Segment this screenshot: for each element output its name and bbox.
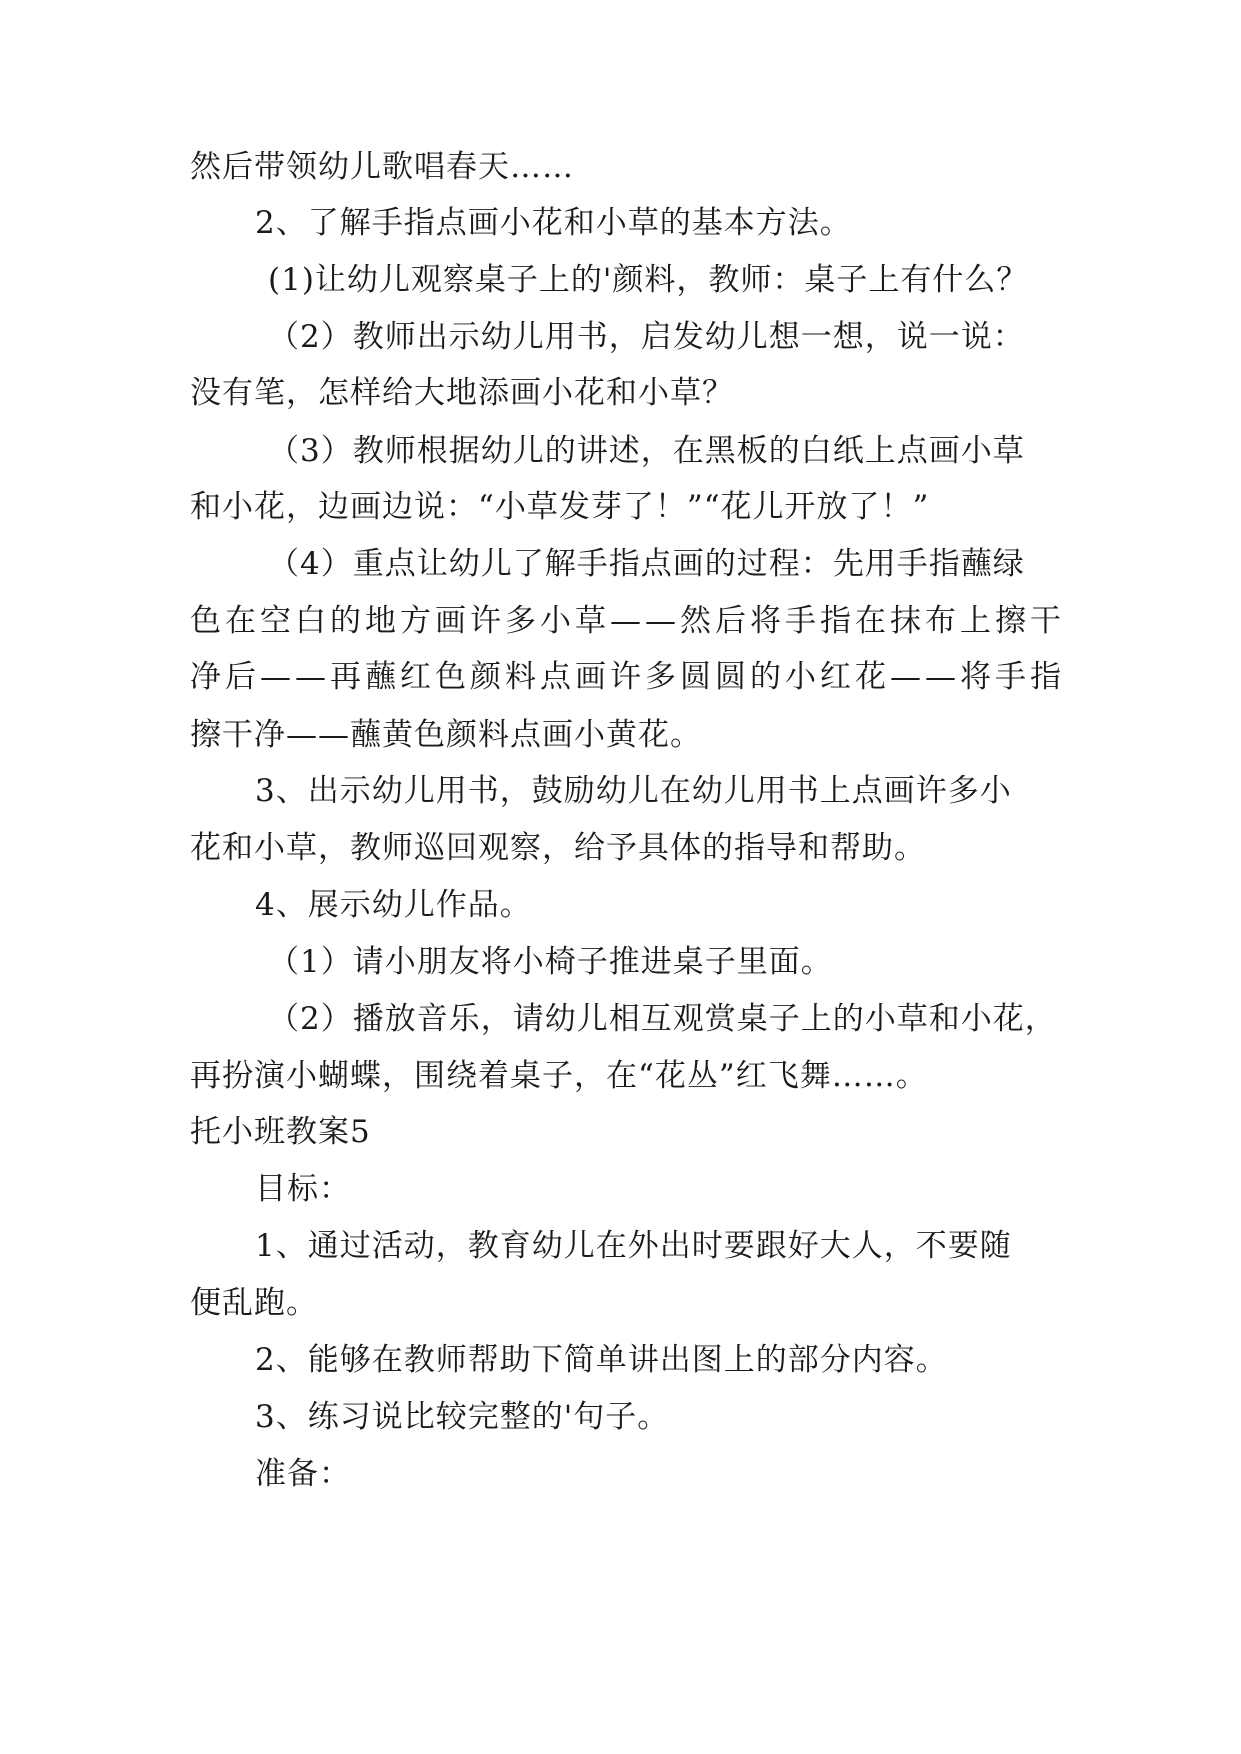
paragraph-line: 1、通过活动，教育幼儿在外出时要跟好大人，不要随 <box>255 1228 1012 1264</box>
paragraph-line: 便乱跑。 <box>190 1285 318 1321</box>
section-heading: 托小班教案5 <box>190 1114 371 1150</box>
paragraph-line: 没有笔，怎样给大地添画小花和小草？ <box>190 375 734 411</box>
paragraph-line: 净后——再蘸红色颜料点画许多圆圆的小红花——将手指 <box>190 659 1065 695</box>
paragraph-line: 3、出示幼儿用书，鼓励幼儿在幼儿用书上点画许多小 <box>255 773 1012 809</box>
paragraph-line: 4、展示幼儿作品。 <box>255 887 532 923</box>
paragraph-line: （1）请小朋友将小椅子推进桌子里面。 <box>268 944 833 980</box>
paragraph-line: 准备： <box>255 1456 351 1492</box>
paragraph-line: 花和小草，教师巡回观察，给予具体的指导和帮助。 <box>190 830 926 866</box>
paragraph-line: 2、能够在教师帮助下简单讲出图上的部分内容。 <box>255 1342 948 1378</box>
paragraph-line: 目标： <box>255 1171 351 1207</box>
paragraph-line: （4）重点让幼儿了解手指点画的过程：先用手指蘸绿 <box>268 546 1025 582</box>
paragraph-line: 再扮演小蝴蝶，围绕着桌子，在“花丛”红飞舞……。 <box>190 1058 928 1094</box>
paragraph-line: （2）播放音乐，请幼儿相互观赏桌子上的小草和小花， <box>268 1001 1057 1037</box>
paragraph-line: （3）教师根据幼儿的讲述，在黑板的白纸上点画小草 <box>268 433 1025 469</box>
paragraph-line: 2、了解手指点画小花和小草的基本方法。 <box>255 205 852 241</box>
paragraph-line: （2）教师出示幼儿用书，启发幼儿想一想，说一说： <box>268 319 1025 355</box>
paragraph-line: 色在空白的地方画许多小草——然后将手指在抹布上擦干 <box>190 603 1065 639</box>
paragraph-line: (1)让幼儿观察桌子上的'颜料，教师：桌子上有什么？ <box>268 262 1029 298</box>
paragraph-line: 3、练习说比较完整的'句子。 <box>255 1399 670 1435</box>
paragraph-line: 然后带领幼儿歌唱春天…… <box>190 149 574 185</box>
paragraph-line: 擦干净——蘸黄色颜料点画小黄花。 <box>190 717 702 753</box>
paragraph-line: 和小花，边画边说：“小草发芽了！”“花儿开放了！” <box>190 489 930 525</box>
